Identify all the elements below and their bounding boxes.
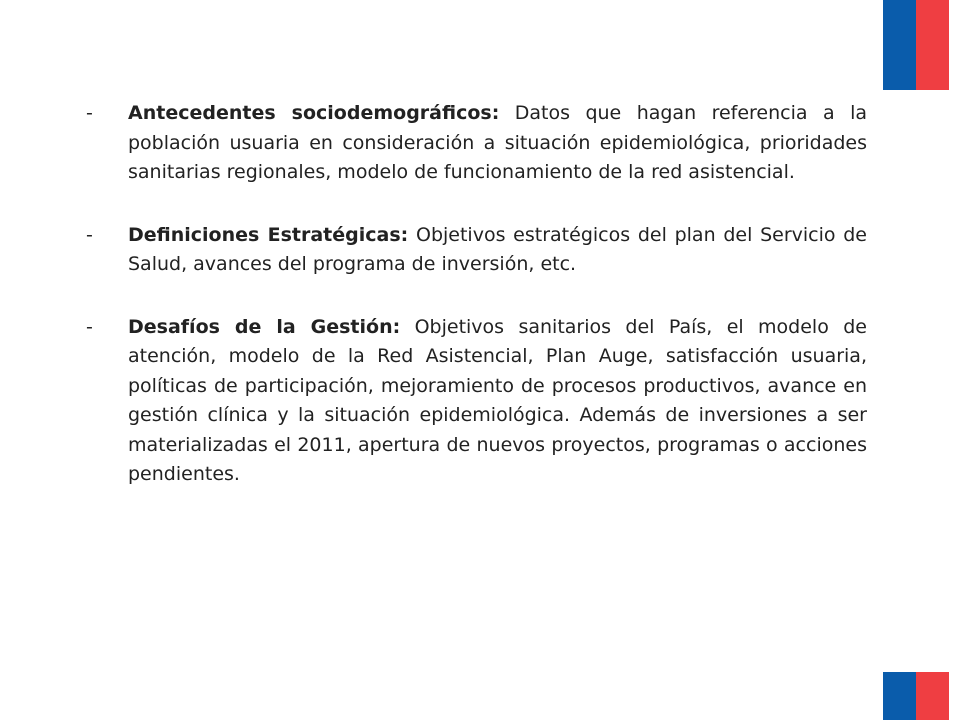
bullet-item — [86, 221, 867, 280]
bullet-marker: - — [86, 315, 93, 338]
bullet-text — [128, 221, 867, 280]
flag-red-stripe — [916, 0, 949, 90]
bullet-text — [128, 99, 867, 188]
bullet-body: Datos que hagan referencia a la población usuaria en consideración a situación epidemiológica, prioridades sanitarias regionales, modelo de funcionamiento de la red asistencial. — [128, 102, 867, 183]
flag-decoration-bottom — [883, 672, 949, 720]
flag-blue-stripe — [883, 672, 916, 720]
bullet-lead: Desafíos de la Gestión: — [128, 315, 401, 338]
bullet-body: Objetivos estratégicos del plan del Servicio de Salud, avances del programa de inversión, etc. — [128, 223, 867, 275]
bullet-lead: Antecedentes sociodemográficos: — [128, 102, 500, 124]
bullet-list — [86, 99, 867, 490]
bullet-body: Objetivos sanitarios del País, el modelo de atención, modelo de la Red Asistencial, Plan Auge, satisfacción usuaria, políticas de participación, mejoramiento de procesos productivos, avance en gestión clínica y la situación epidemiológica. Además de inversiones a ser materializadas el 2011, apertura de nuevos proyectos, programas o acciones pendientes. — [128, 315, 867, 485]
flag-blue-stripe — [883, 0, 916, 90]
bullet-lead: Definiciones Estratégicas: — [128, 223, 409, 246]
bullet-text — [128, 313, 867, 490]
bullet-marker: - — [86, 102, 93, 124]
flag-decoration-top — [883, 0, 949, 90]
flag-red-stripe — [916, 672, 949, 720]
bullet-item — [86, 99, 867, 188]
bullet-marker: - — [86, 223, 93, 246]
bullet-item — [86, 313, 867, 490]
